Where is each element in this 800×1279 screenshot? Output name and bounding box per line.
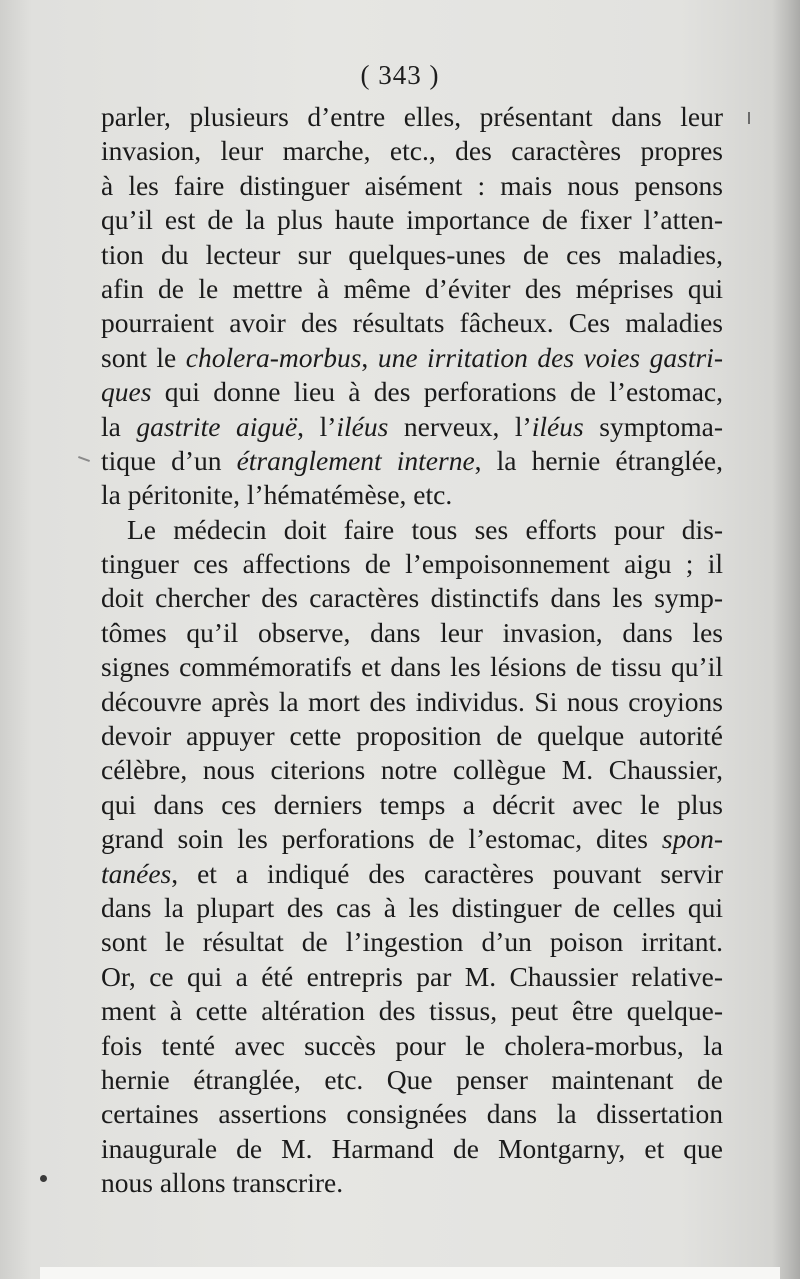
page-gutter-shadow	[772, 0, 800, 1279]
text-run: tômes qu’il observe, dans leur invasion, dans les	[101, 616, 723, 648]
text-run: qui dans ces derniers temps a décrit avec le plus	[101, 788, 723, 820]
text-run: doit chercher des caractères distinctifs dans les symp-	[101, 582, 723, 614]
text-line	[101, 306, 723, 340]
text-line	[101, 753, 723, 787]
italic-text: spon-	[661, 823, 723, 855]
text-run: parler, plusieurs d’entre elles, présentant dans leur	[101, 101, 723, 132]
text-run: nous allons transcrire.	[101, 1167, 344, 1199]
text-run: devoir appuyer cette proposition de quelque autorité	[101, 720, 723, 752]
text-run: célèbre, nous citerions notre collègue M. Chaussier,	[101, 754, 723, 786]
paragraph-1	[101, 100, 723, 513]
text-line	[101, 616, 723, 650]
italic-text: tanées	[101, 857, 172, 889]
text-line	[101, 581, 723, 615]
italic-text: étranglement interne	[236, 444, 475, 476]
text-run: invasion, leur marche, etc., des caractères propres	[101, 135, 723, 167]
text-line	[101, 444, 723, 478]
text-run: , l’	[297, 410, 337, 442]
text-line	[101, 1063, 723, 1097]
text-run: dans la plupart des cas à les distinguer de celles qui	[101, 891, 723, 923]
paragraph-2	[101, 513, 723, 1201]
text-line	[101, 238, 723, 272]
text-line	[101, 410, 723, 444]
text-line	[101, 685, 723, 719]
text-line	[101, 134, 723, 168]
text-run: la	[101, 410, 137, 442]
text-run: hernie étranglée, etc. Que penser maintenant de	[101, 1063, 723, 1095]
text-run: qui donne lieu à des perforations de l’estomac,	[151, 376, 723, 408]
italic-text: une irritation des voies gastri-	[377, 341, 723, 373]
text-line	[101, 478, 723, 512]
text-run: certaines assertions consignées dans la dissertation	[101, 1098, 723, 1130]
text-run: pourraient avoir des résultats fâcheux. Ces maladies	[101, 307, 723, 339]
text-line	[101, 169, 723, 203]
italic-text: gastrite aiguë	[136, 410, 298, 442]
text-run: à les faire distinguer aisément : mais nous pensons	[101, 169, 723, 201]
text-run: inaugurale de M. Harmand de Montgarny, et que	[101, 1132, 723, 1164]
text-line	[101, 1132, 723, 1166]
text-line	[101, 341, 723, 375]
text-run: Or, ce qui a été entrepris par M. Chaussier relative-	[101, 960, 723, 992]
text-run: , et a indiqué des caractères pouvant servir	[171, 857, 723, 889]
text-line	[101, 547, 723, 581]
text-run: sont le	[101, 341, 186, 373]
italic-text: iléus	[336, 410, 389, 442]
text-line	[101, 857, 723, 891]
text-run: nerveux, l’	[388, 410, 532, 442]
text-line	[101, 203, 723, 237]
text-run: sont le résultat de l’ingestion d’un poison irritant.	[101, 926, 723, 958]
text-line	[101, 1166, 723, 1200]
text-line	[101, 1097, 723, 1131]
text-run: ,	[361, 341, 378, 373]
text-line	[101, 719, 723, 753]
italic-text: ques	[101, 376, 152, 408]
text-line	[101, 513, 723, 547]
text-line	[101, 925, 723, 959]
text-line	[101, 650, 723, 684]
italic-text: iléus	[531, 410, 584, 442]
text-run: symptoma-	[583, 410, 723, 442]
text-run: ment à cette altération des tissus, peut être quelque-	[101, 995, 723, 1027]
text-line	[101, 1029, 723, 1063]
page-number: ( 343 )	[360, 60, 440, 90]
text-line	[101, 822, 723, 856]
text-line	[101, 960, 723, 994]
body-text	[101, 100, 723, 1201]
text-run: tique d’un	[101, 444, 237, 476]
text-run: , la hernie étranglée,	[474, 444, 723, 476]
text-run: tion du lecteur sur quelques-unes de ces maladies,	[101, 238, 723, 270]
text-line	[101, 375, 723, 409]
text-line	[101, 994, 723, 1028]
text-run: tinguer ces affections de l’empoisonnement aigu ; il	[101, 548, 723, 580]
text-line	[101, 788, 723, 822]
text-run: Le médecin doit faire tous ses efforts pour dis-	[127, 513, 723, 545]
page-bottom-edge	[40, 1267, 780, 1279]
text-run: découvre après la mort des individus. Si nous croyions	[101, 685, 723, 717]
italic-text: cholera-morbus	[185, 341, 362, 373]
margin-stray-mark-right	[748, 112, 750, 124]
text-run: la péritonite, l’hématémèse, etc.	[101, 479, 453, 511]
text-line	[101, 272, 723, 306]
text-run: signes commémoratifs et dans les lésions de tissu qu’il	[101, 651, 723, 683]
text-line	[101, 891, 723, 925]
text-run: afin de le mettre à même d’éviter des méprises qui	[101, 272, 723, 304]
margin-dot-mark	[40, 1175, 47, 1182]
text-run: qu’il est de la plus haute importance de fixer l’atten-	[101, 204, 723, 236]
text-run: fois tenté avec succès pour le cholera-morbus, la	[101, 1029, 723, 1061]
text-run: grand soin les perforations de l’estomac, dites	[101, 823, 662, 855]
text-line	[101, 100, 723, 134]
